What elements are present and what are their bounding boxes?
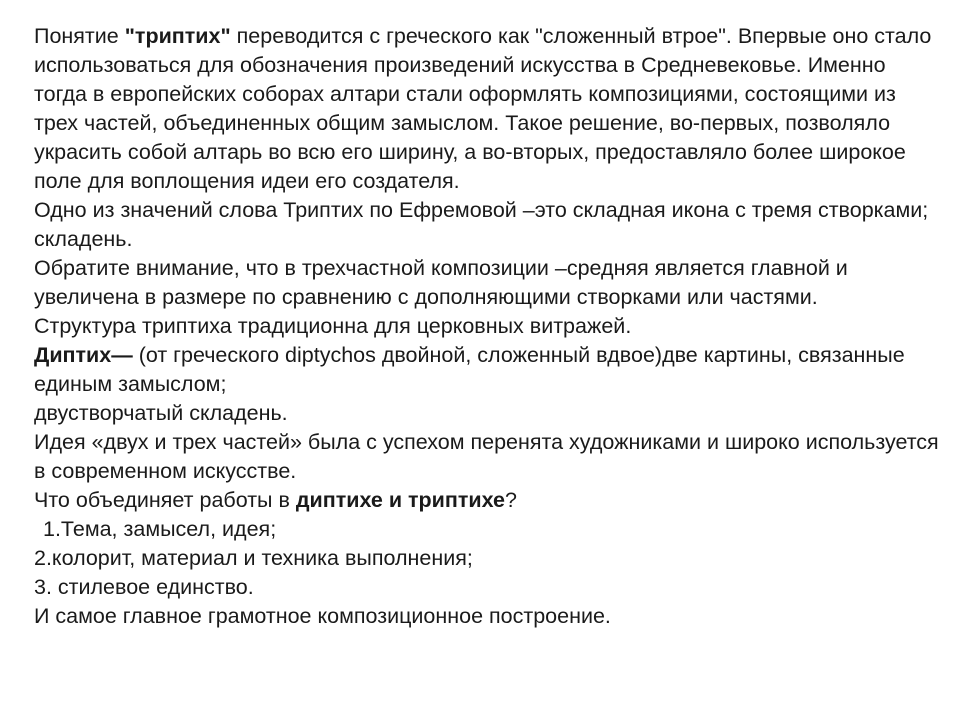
term-diptych: Диптих—: [34, 343, 133, 367]
list-item-theme: 1.Тема, замысел, идея;: [43, 517, 277, 541]
list-item-style-unity: 3. стилевое единство.: [34, 575, 254, 599]
text-segment: переводится с греческого как "сложенный втрое". Впервые оно стало использоваться для обозначения произведений искусства в Средневековье. Именно тогда в европейских соборах алтари стали оформлять композициями, состоящими из трех частей, объединенных общим замыслом. Такое решение, во-первых, позволяло украсить собой алтарь во всю его ширину, а во-вторых, предоставляло более широкое поле для воплощения идеи его создателя.: [34, 24, 932, 193]
paragraph-composition-note: Обратите внимание, что в трехчастной композиции –средняя является главной и увеличена в размере по сравнению с дополняющими створками или частями.: [34, 256, 848, 309]
text-segment: (от греческого diptychos двойной, сложенный вдвое)две картины, связанные единым замыслом;: [34, 343, 905, 396]
paragraph-modern-art: Идея «двух и трех частей» была с успехом перенята художниками и широко используется в современном искусстве.: [34, 430, 939, 483]
paragraph-efremova-meaning: Одно из значений слова Триптих по Ефремовой –это складная икона с тремя створками; складень.: [34, 198, 929, 251]
term-triptych: "триптих": [124, 24, 231, 48]
paragraph-stained-glass: Структура триптиха традиционна для церковных витражей.: [34, 314, 632, 338]
paragraph-triptych-definition: [34, 22, 944, 196]
paragraph-conclusion: И самое главное грамотное композиционное построение.: [34, 604, 611, 628]
paragraph-diptych-definition: [34, 341, 944, 399]
text-segment: ?: [505, 488, 517, 512]
paragraph-two-leaf-folding: двустворчатый складень.: [34, 401, 288, 425]
paragraph-question: [34, 486, 944, 515]
list-item-color-material: 2.колорит, материал и техника выполнения;: [34, 546, 473, 570]
term-diptych-triptych: диптихе и триптихе: [295, 488, 506, 512]
text-segment: Что объединяет работы в: [34, 488, 296, 512]
slide-text-body: [34, 22, 944, 631]
text-segment: Понятие: [34, 24, 125, 48]
